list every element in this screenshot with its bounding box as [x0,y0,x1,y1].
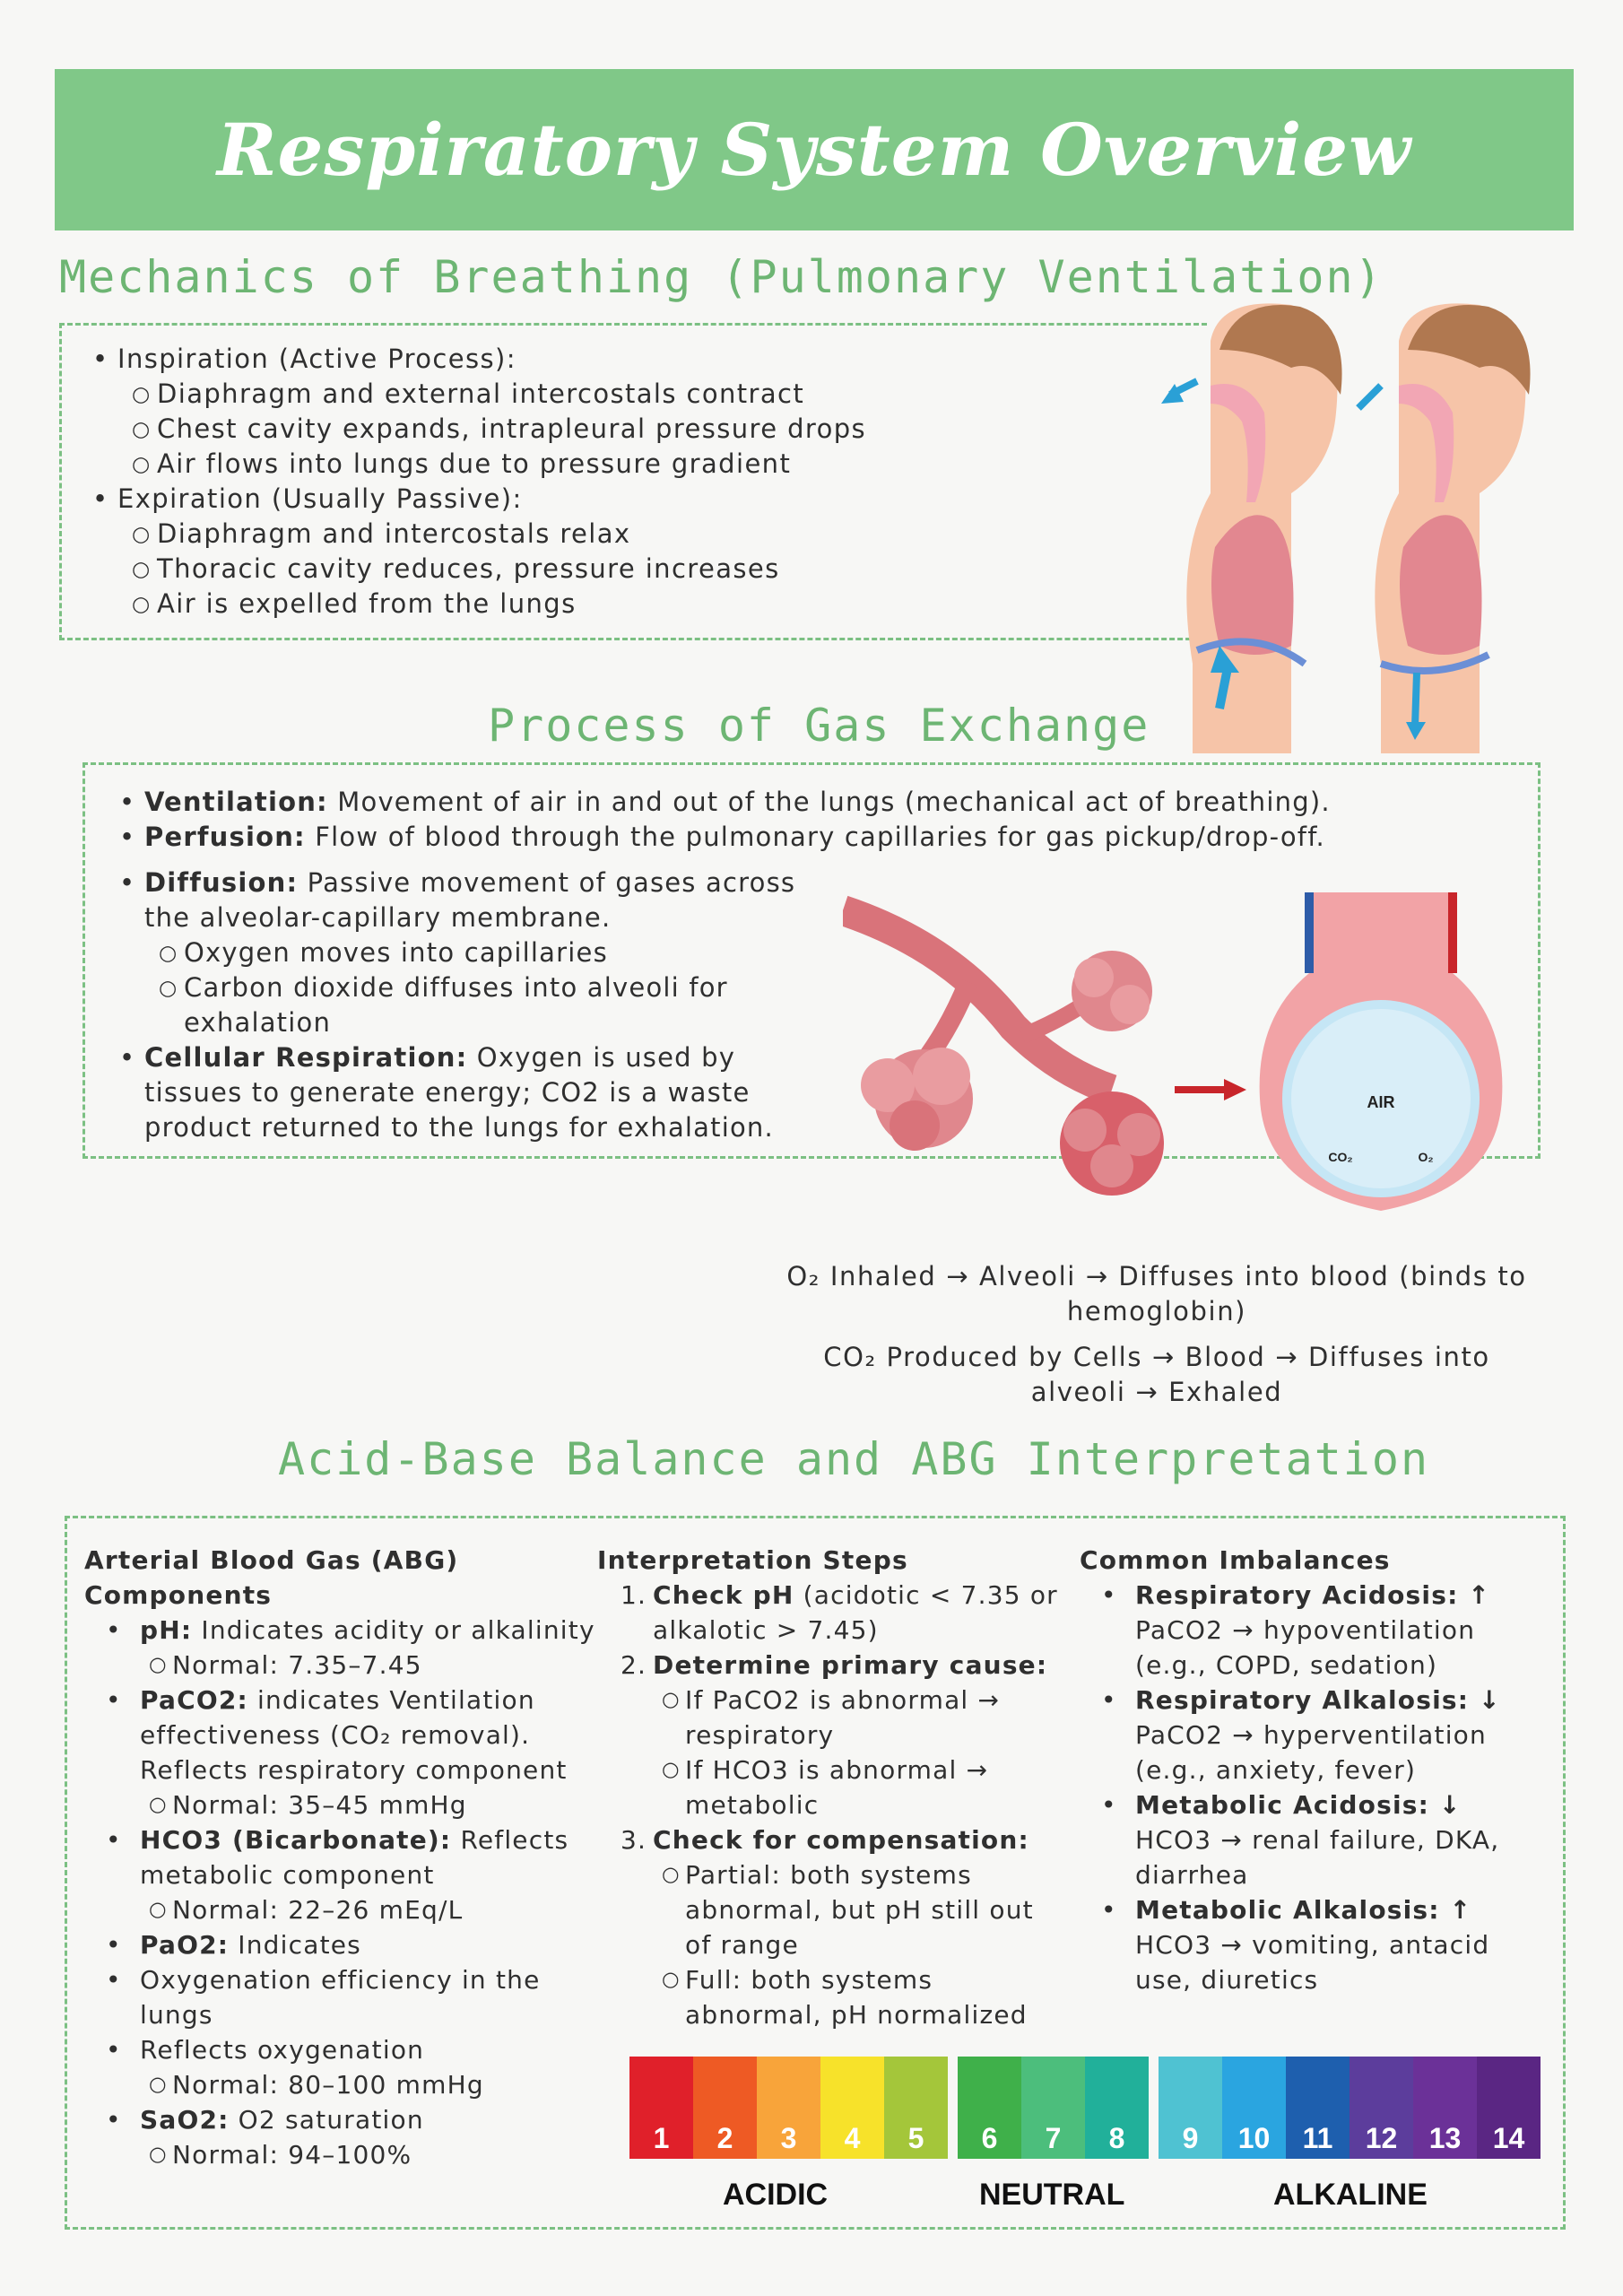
list-item: ○ If HCO3 is abnormal → metabolic [597,1752,1063,1822]
sao2-text: O2 saturation [229,2105,424,2135]
ph-cell-5: 5 [884,2057,948,2159]
list-item: ○ Normal: 22–26 mEq/L [84,1892,604,1927]
list-item: ○ Chest cavity expands, intrapleural pressure drops [62,412,866,447]
imbalance-term: Respiratory Alkalosis: ↓ [1135,1685,1501,1715]
o2-label: O₂ [1418,1150,1434,1164]
ventilation-term: Ventilation: [144,787,328,817]
step-number: 1. [621,1580,647,1610]
imbalance-item [1080,1892,1528,1997]
imbalance-item [1080,1578,1528,1683]
mechanics-heading: Mechanics of Breathing (Pulmonary Ventilation) [59,251,1384,303]
step-term: Check pH [653,1580,794,1610]
perfusion-term: Perfusion: [144,822,306,852]
cellular-text: Oxygen is used by tissues to generate energy; CO2 is a waste product returned to the lungs for exhalation. [144,1042,774,1143]
mechanics-list [62,342,866,622]
list-item: ○ Oxygen moves into capillaries [89,935,833,970]
list-item: ○ Diaphragm and intercostals relax [62,517,866,552]
air-label: AIR [1367,1093,1395,1111]
sao2-term: SaO2: [140,2105,230,2135]
imbalance-item [1080,1787,1528,1892]
gas-exchange-heading: Process of Gas Exchange [488,700,1150,752]
imbalance-text: PaCO2 → hypoventilation (e.g., COPD, sedation) [1135,1615,1476,1680]
step-number: 3. [621,1825,647,1855]
list-item: ○ Diaphragm and external intercostals contract [62,377,866,412]
list-item: ○ Thoracic cavity reduces, pressure increases [62,552,866,587]
diffusion-term: Diffusion: [144,867,299,898]
alveolus-closeup [1260,892,1503,1211]
common-imbalances-column [1080,1543,1528,1997]
ventilation-text: Movement of air in and out of the lungs (mechanical act of breathing). [327,787,1331,817]
step-text: (acidotic < 7.35 or alkalotic > 7.45) [653,1580,1058,1645]
expiration-label: Expiration (Usually Passive): [117,483,523,514]
co2-flow: CO₂ Produced by Cells → Blood → Diffuses into alveoli → Exhaled [823,1342,1490,1407]
ph-cell-12: 12 [1350,2057,1413,2159]
imbalance-text: HCO3 → renal failure, DKA, diarrhea [1135,1825,1500,1890]
ph-cell-9: 9 [1159,2057,1222,2159]
list-item: ○ Partial: both systems abnormal, but pH still out of range [597,1857,1063,1962]
list-item: ○ Normal: 7.35–7.45 [84,1648,604,1683]
list-item: • Oxygenation efficiency in the lungs [84,1962,604,2032]
ph-cell-4: 4 [820,2057,884,2159]
oxygen-flow: O₂ Inhaled → Alveoli → Diffuses into blood (binds to hemoglobin) [786,1261,1527,1326]
pao2-term: PaO2: [140,1930,230,1960]
arrow-icon [1175,1079,1246,1100]
bronchiole-clusters [843,910,1164,1196]
ph-cell-13: 13 [1413,2057,1477,2159]
acid-base-heading: Acid-Base Balance and ABG Interpretation [278,1433,1430,1485]
interpretation-steps-column [597,1543,1063,2032]
ph-cell-2: 2 [693,2057,757,2159]
ph-text: Indicates acidity or alkalinity [192,1615,595,1645]
gas-bottom-list [89,865,833,1145]
title-banner [55,69,1574,230]
mechanics-box [59,323,1207,640]
paco2-text: indicates Ventilation effectiveness (CO₂ removal). Reflects respiratory component [140,1685,568,1785]
cellular-respiration-item [89,1040,833,1145]
step-term: Determine primary cause: [653,1650,1048,1680]
list-item: ○ If PaCO2 is abnormal → respiratory [597,1683,1063,1752]
page-title: Respiratory System Overview [216,108,1412,192]
list-item: ○ Air is expelled from the lungs [62,587,866,622]
ph-cell-6: 6 [958,2057,1021,2159]
gas-top-list [89,785,1452,855]
step-2 [597,1648,1063,1683]
abg-title: Arterial Blood Gas (ABG) Components [84,1545,459,1610]
ph-cell-8: 8 [1085,2057,1149,2159]
inhale-figure [1161,303,1342,753]
hco3-item [84,1822,604,1892]
breathing-illustration [1157,287,1551,753]
ph-cell-7: 7 [1021,2057,1085,2159]
ph-cell-14: 14 [1477,2057,1541,2159]
imbalance-item [1080,1683,1528,1787]
ph-alkaline-label: ALKALINE [1273,2178,1428,2212]
list-item: ○ Carbon dioxide diffuses into alveoli for exhalation [89,970,833,1040]
perfusion-item [89,820,1452,855]
step-3 [597,1822,1063,1857]
co2-label: CO₂ [1328,1150,1353,1164]
perfusion-text: Flow of blood through the pulmonary capillaries for gas pickup/drop-off. [305,822,1325,852]
step-number: 2. [621,1650,647,1680]
diffusion-text: Passive movement of gases across the alveolar-capillary membrane. [144,867,796,933]
steps-title: Interpretation Steps [597,1545,908,1575]
ventilation-item [89,785,1452,820]
ph-cell-11: 11 [1286,2057,1350,2159]
list-item: ○ Air flows into lungs due to pressure gradient [62,447,866,482]
list-item: ○ Normal: 35–45 mmHg [84,1787,604,1822]
inspiration-item [62,342,866,482]
inspiration-label: Inspiration (Active Process): [117,344,516,374]
imbalance-text: HCO3 → vomiting, antacid use, diuretics [1135,1930,1490,1995]
step-1 [597,1578,1063,1648]
ph-item [84,1613,604,1648]
expiration-item [62,482,866,622]
diffusion-item [89,865,833,1040]
ph-cell-1: 1 [629,2057,693,2159]
sao2-item [84,2102,604,2137]
paco2-term: PaCO2: [140,1685,248,1715]
exhale-figure [1358,303,1531,753]
ph-term: pH: [140,1615,193,1645]
list-item: ○ Full: both systems abnormal, pH normalized [597,1962,1063,2032]
cellular-term: Cellular Respiration: [144,1042,468,1073]
imbalance-term: Metabolic Alkalosis: ↑ [1135,1895,1472,1925]
imbalance-term: Respiratory Acidosis: ↑ [1135,1580,1491,1610]
abg-components-column [84,1543,604,2172]
step-term: Check for compensation: [653,1825,1029,1855]
imbalance-text: PaCO2 → hyperventilation (e.g., anxiety, fever) [1135,1720,1487,1785]
imbalance-term: Metabolic Acidosis: ↓ [1135,1790,1462,1820]
pao2-text: Indicates [229,1930,361,1960]
alveoli-illustration [843,892,1587,1224]
list-item: ○ Normal: 94–100% [84,2137,604,2172]
list-item: • Reflects oxygenation [84,2032,604,2067]
hco3-term: HCO3 (Bicarbonate): [140,1825,452,1855]
pao2-item [84,1927,604,1962]
ph-neutral-label: NEUTRAL [979,2178,1125,2212]
hco3-text: Reflects metabolic component [140,1825,569,1890]
ph-acidic-label: ACIDIC [723,2178,829,2212]
ph-cell-3: 3 [757,2057,820,2159]
list-item: ○ Normal: 80–100 mmHg [84,2067,604,2102]
paco2-item [84,1683,604,1787]
imbalances-title: Common Imbalances [1080,1545,1391,1575]
ph-cell-10: 10 [1222,2057,1286,2159]
